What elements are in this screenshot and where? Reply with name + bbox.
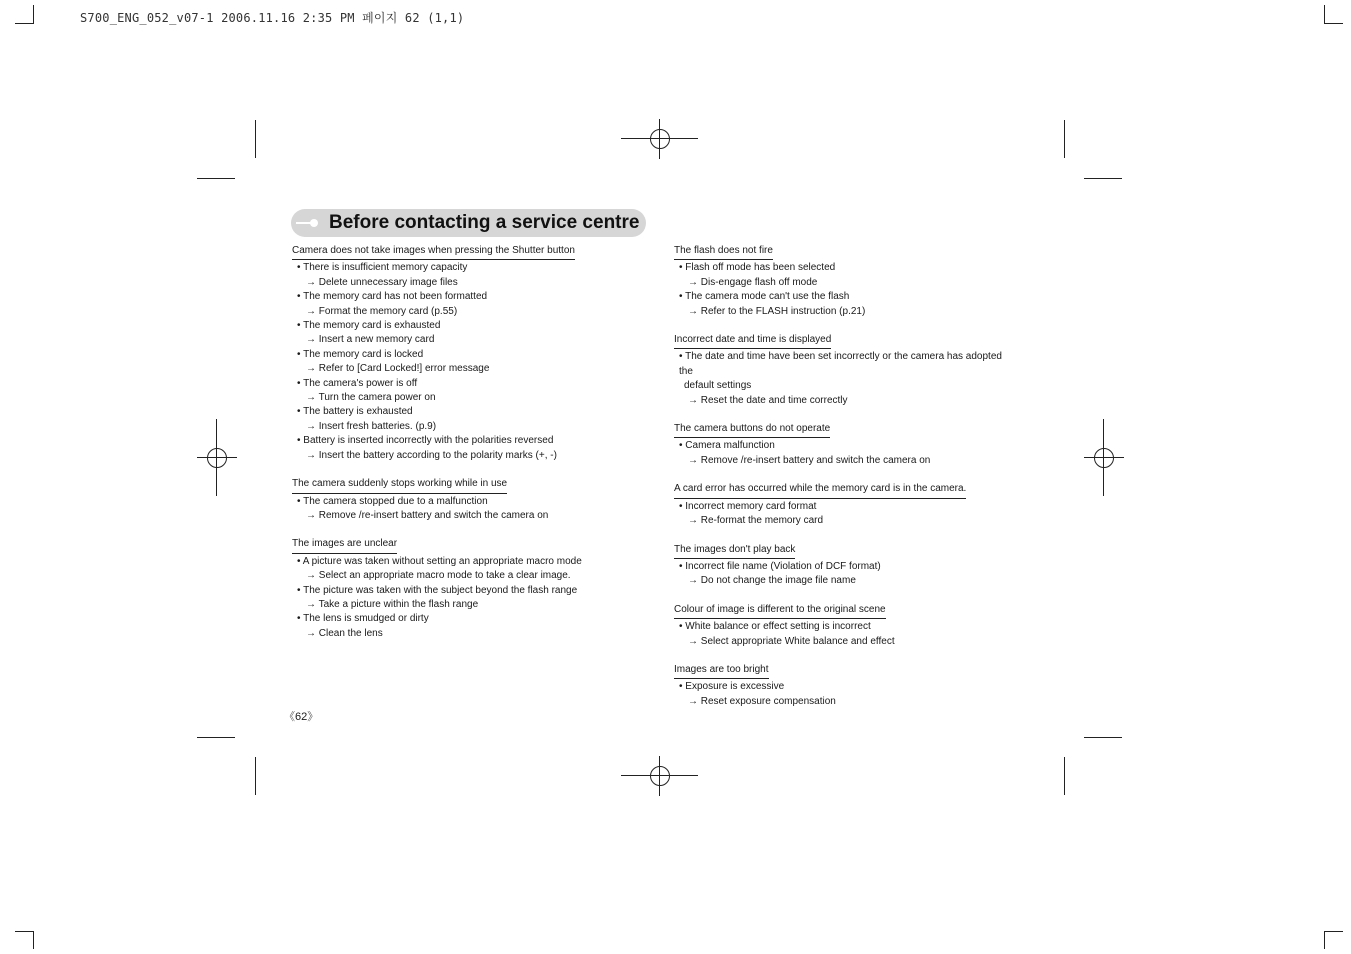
fix-text: → Insert the battery according to the polarity marks (+, -) [306, 449, 557, 461]
trim-mark [1084, 178, 1122, 179]
trim-mark [1064, 120, 1065, 158]
cause-text: • The date and time have been set incorrectly or the camera has adopted the [679, 351, 1002, 377]
registration-mark [207, 448, 227, 468]
crop-mark [1324, 23, 1343, 24]
cause-text-continued: default settings [684, 380, 752, 392]
print-header: S700_ENG_052_v07-1 2006.11.16 2:35 PM 페이지 62 (1,1) [80, 11, 465, 25]
cause-text: • Incorrect file name (Violation of DCF format) [679, 560, 881, 572]
registration-line [659, 119, 660, 159]
crop-mark [1324, 931, 1325, 949]
section-heading: Camera does not take images when pressing the Shutter button [292, 244, 575, 260]
crop-mark [33, 931, 34, 949]
troubleshoot-section [292, 477, 672, 523]
troubleshoot-section [674, 482, 1014, 528]
crop-mark [1324, 5, 1325, 23]
trim-mark [197, 737, 235, 738]
cause-text: • There is insufficient memory capacity [297, 262, 468, 274]
section-heading: Incorrect date and time is displayed [674, 333, 831, 349]
crop-mark [1324, 931, 1343, 932]
trim-mark [1084, 737, 1122, 738]
section-heading: Colour of image is different to the original scene [674, 603, 886, 619]
trim-mark [255, 757, 256, 795]
right-column [674, 244, 1014, 723]
cause-text: • The camera stopped due to a malfunction [297, 495, 488, 507]
section-heading: The images don't play back [674, 543, 795, 559]
fix-text: → Re-format the memory card [688, 515, 824, 527]
section-heading: The camera buttons do not operate [674, 422, 830, 438]
fix-text: → Insert fresh batteries. (p.9) [306, 420, 437, 432]
cause-text: • Exposure is excessive [679, 681, 785, 693]
cause-text: • Camera malfunction [679, 440, 775, 452]
fix-text: → Turn the camera power on [306, 392, 436, 404]
fix-text: → Select appropriate White balance and effect [688, 635, 895, 647]
cause-text: • The memory card is exhausted [297, 320, 441, 332]
cause-text: • Incorrect memory card format [679, 500, 817, 512]
troubleshoot-section [674, 543, 1014, 589]
fix-text: → Clean the lens [306, 627, 383, 639]
registration-mark [1094, 448, 1114, 468]
crop-mark [33, 5, 34, 23]
trim-mark [197, 178, 235, 179]
page-title: Before contacting a service centre [329, 212, 640, 233]
registration-line [1103, 419, 1104, 496]
crop-mark [15, 23, 34, 24]
title-bar-dot [310, 219, 318, 227]
registration-mark [650, 129, 670, 149]
registration-line [197, 457, 237, 458]
cause-text: • The battery is exhausted [297, 406, 413, 418]
cause-text: • The memory card is locked [297, 348, 424, 360]
troubleshoot-section [674, 333, 1014, 408]
fix-text: → Format the memory card (p.55) [306, 305, 458, 317]
cause-text: • Battery is inserted incorrectly with the polarities reversed [297, 435, 554, 447]
fix-text: → Refer to the FLASH instruction (p.21) [688, 305, 866, 317]
troubleshoot-section [674, 603, 1014, 649]
fix-text: → Insert a new memory card [306, 334, 435, 346]
cause-text: • White balance or effect setting is incorrect [679, 621, 871, 633]
left-column [292, 244, 672, 655]
cause-text: • The picture was taken with the subject beyond the flash range [297, 584, 578, 596]
fix-text: → Take a picture within the flash range [306, 598, 479, 610]
section-heading: The images are unclear [292, 537, 397, 553]
troubleshoot-section [674, 244, 1014, 319]
fix-text: → Reset the date and time correctly [688, 394, 848, 406]
cause-text: • Flash off mode has been selected [679, 262, 836, 274]
registration-mark [650, 766, 670, 786]
cause-text: • The camera mode can't use the flash [679, 291, 850, 303]
cause-text: • The lens is smudged or dirty [297, 613, 429, 625]
section-heading: Images are too bright [674, 663, 769, 679]
fix-text: → Delete unnecessary image files [306, 276, 458, 288]
page-number: 《62》 [284, 711, 319, 723]
fix-text: → Do not change the image file name [688, 575, 856, 587]
troubleshoot-section [674, 422, 1014, 468]
section-heading: The camera suddenly stops working while in use [292, 477, 507, 493]
troubleshoot-section [292, 537, 672, 641]
crop-mark [15, 931, 34, 932]
trim-mark [1064, 757, 1065, 795]
fix-text: → Select an appropriate macro mode to take a clear image. [306, 570, 571, 582]
cause-text: • The camera's power is off [297, 377, 418, 389]
section-heading: The flash does not fire [674, 244, 773, 260]
fix-text: → Remove /re-insert battery and switch the camera on [306, 509, 549, 521]
registration-line [659, 756, 660, 796]
fix-text: → Refer to [Card Locked!] error message [306, 363, 490, 375]
cause-text: • A picture was taken without setting an appropriate macro mode [297, 555, 582, 567]
registration-line [1084, 457, 1124, 458]
registration-line [216, 419, 217, 496]
troubleshoot-section [674, 663, 1014, 709]
troubleshoot-section [292, 244, 672, 463]
fix-text: → Remove /re-insert battery and switch the camera on [688, 454, 931, 466]
cause-text: • The memory card has not been formatted [297, 291, 488, 303]
trim-mark [255, 120, 256, 158]
fix-text: → Reset exposure compensation [688, 695, 836, 707]
fix-text: → Dis-engage flash off mode [688, 276, 818, 288]
section-heading: A card error has occurred while the memory card is in the camera. [674, 482, 966, 498]
